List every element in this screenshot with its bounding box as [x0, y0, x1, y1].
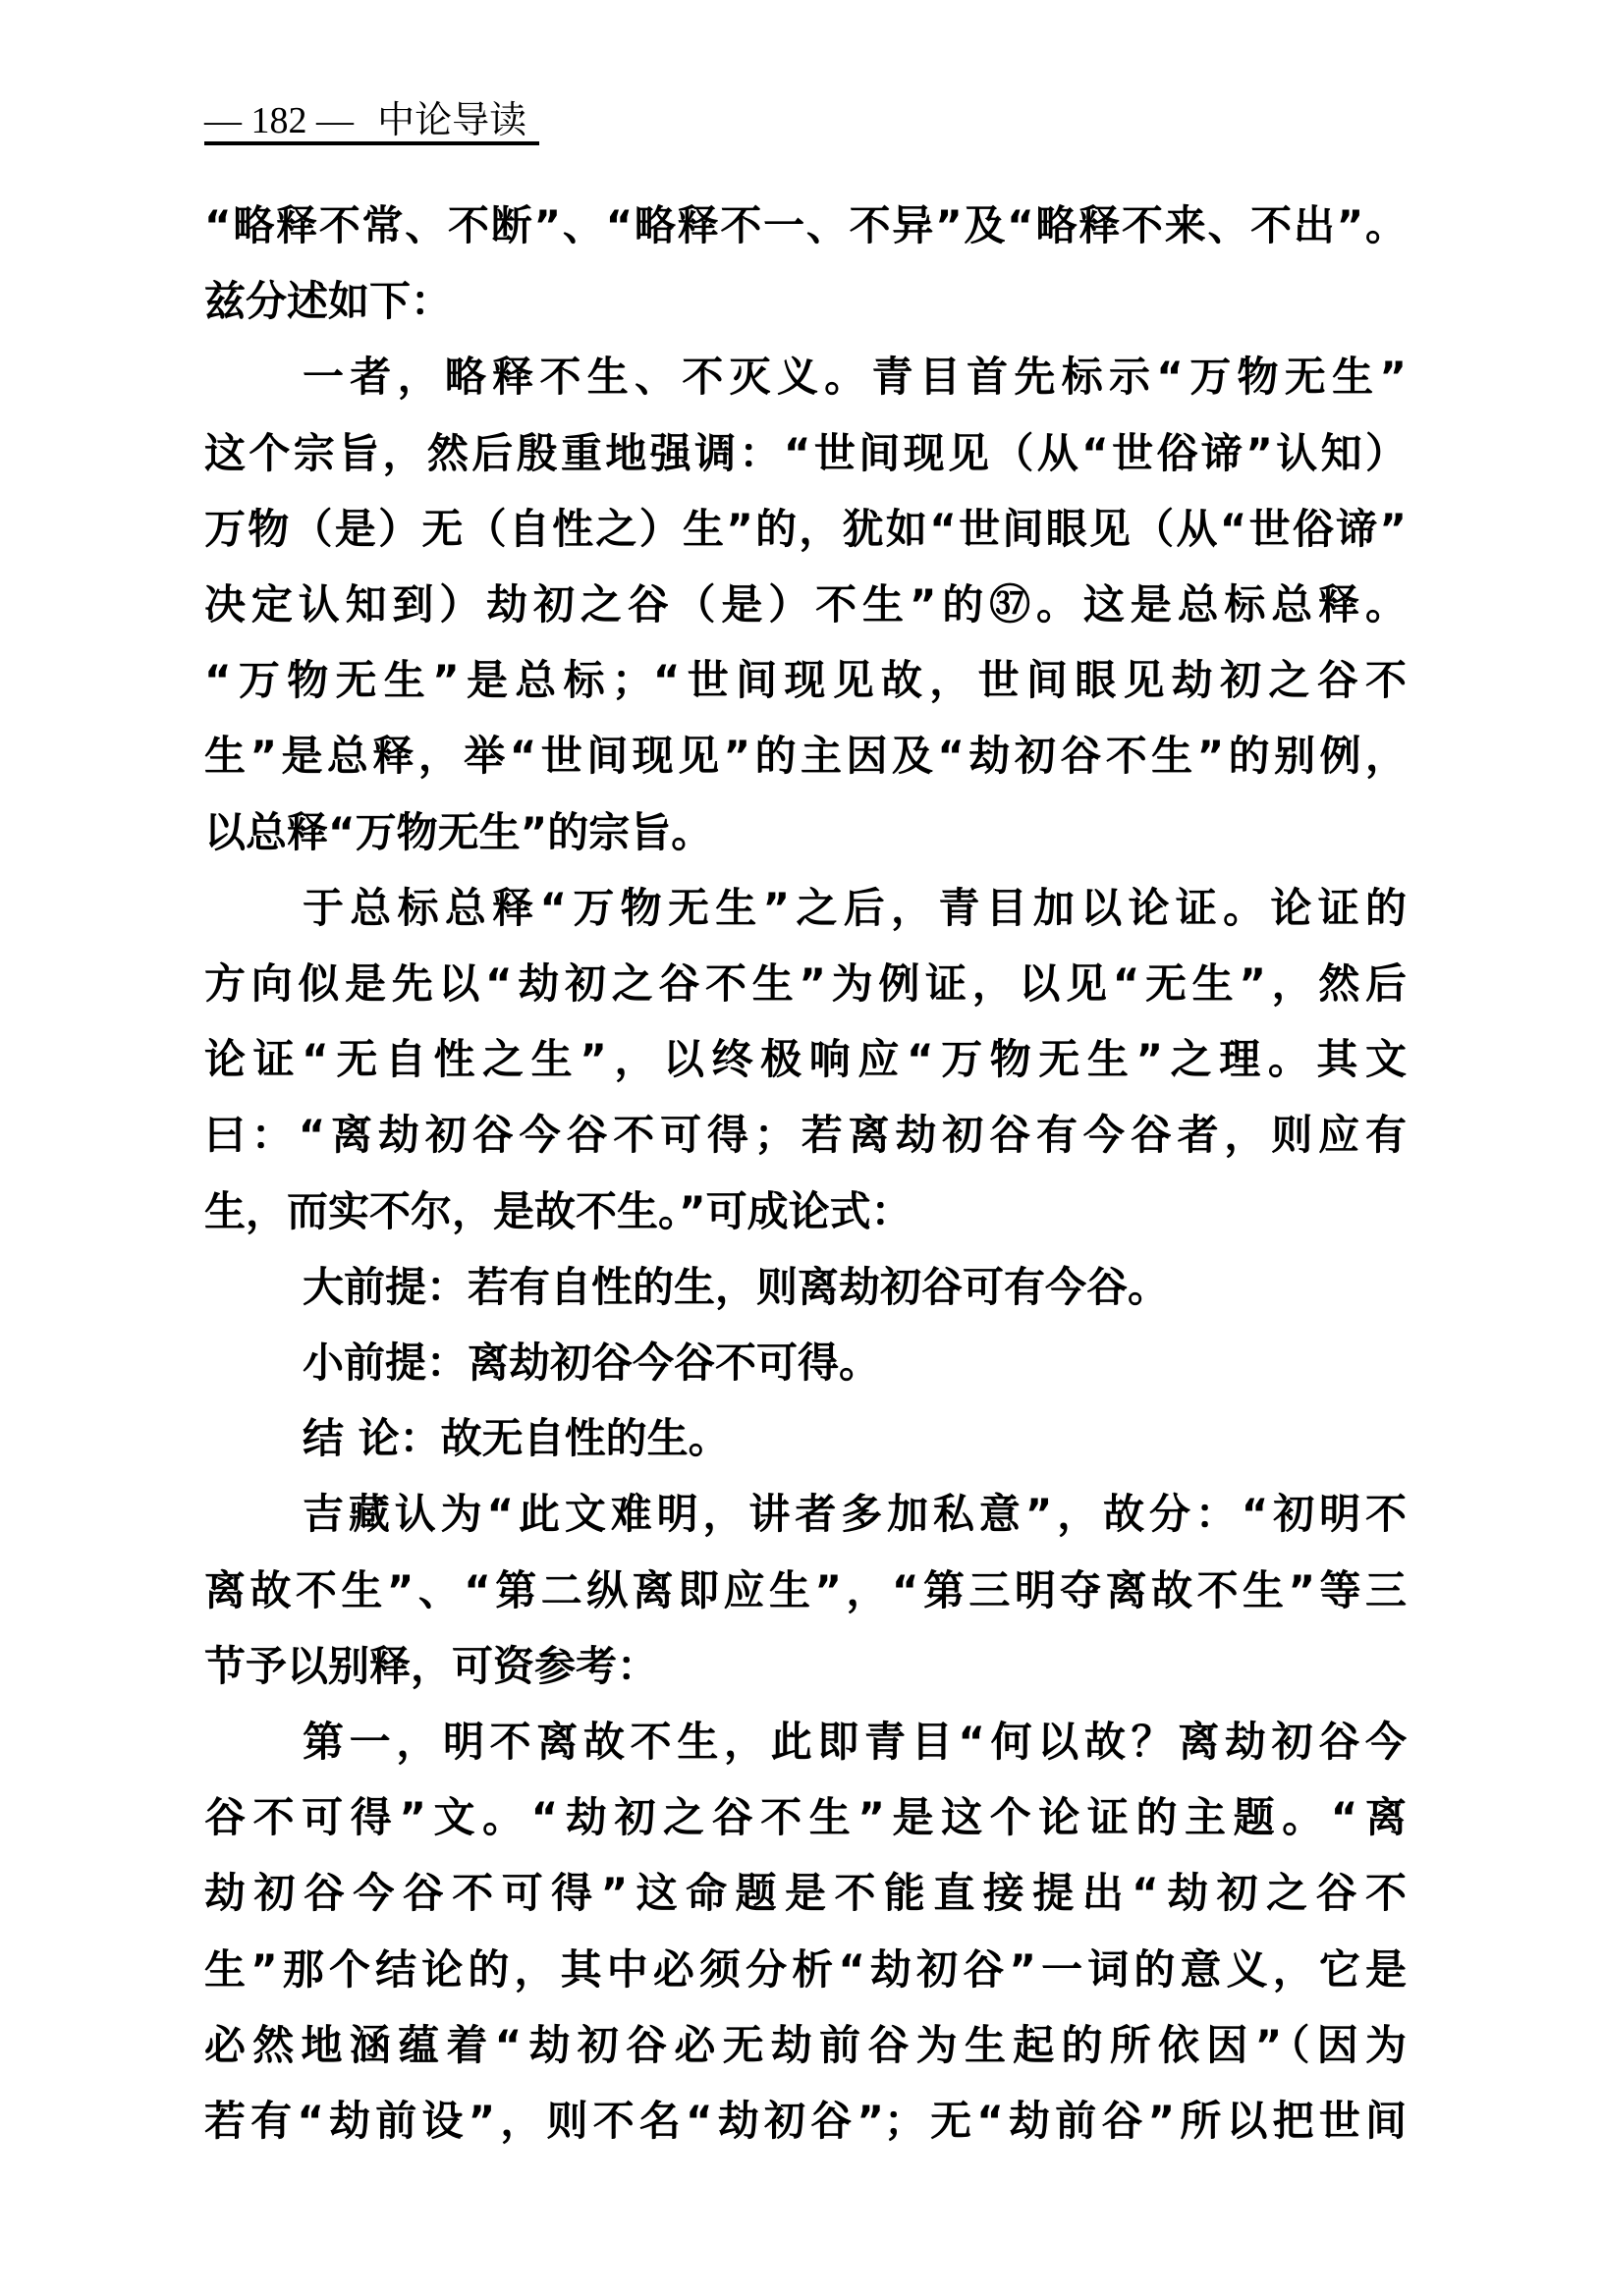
- text-line: 决定认知到）劫初之谷（是）不生”的㊲。这是总标总释。: [204, 580, 1407, 629]
- text-line: 万物（是）无（自性之）生”的，犹如“世间眼见（从“世俗谛”: [204, 504, 1407, 553]
- text-line: 谷不可得”文。“劫初之谷不生”是这个论证的主题。“离: [204, 1793, 1407, 1842]
- text-line: 兹分述如下：: [204, 277, 453, 326]
- page-number: — 182 —: [204, 100, 354, 141]
- text-line: 方向似是先以“劫初之谷不生”为例证，以见“无生”，然后: [204, 959, 1407, 1008]
- text-line: 这个宗旨，然后殷重地强调：“世间现见（从“世俗谛”认知）: [204, 428, 1407, 477]
- text-line: 生”那个结论的，其中必须分析“劫初谷”一词的意义，它是: [204, 1944, 1407, 1994]
- text-line: 以总释“万物无生”的宗旨。: [204, 807, 713, 856]
- text-line: 节予以别释，可资参考：: [204, 1641, 659, 1690]
- text-line: 生，而实不尔，是故不生。”可成论式：: [204, 1186, 912, 1235]
- text-line: “略释不常、不断”、“略释不一、不异”及“略释不来、不出”。: [204, 201, 1407, 249]
- text-line: 生”是总释，举“世间现见”的主因及“劫初谷不生”的别例，: [204, 732, 1407, 781]
- text-line: 离故不生”、“第二纵离即应生”，“第三明夺离故不生”等三: [204, 1565, 1407, 1614]
- text-line: 结 论：故无自性的生。: [303, 1414, 730, 1463]
- text-line: 一者，略释不生、不灭义。青目首先标示“万物无生”: [303, 353, 1407, 402]
- text-line: 于总标总释“万物无生”之后，青目加以论证。论证的: [303, 883, 1407, 932]
- text-line: 若有“劫前设”，则不名“劫初谷”；无“劫前谷”所以把世间: [204, 2097, 1407, 2145]
- text-line: “万物无生”是总标；“世间现见故，世间眼见劫初之谷不: [204, 656, 1407, 705]
- text-line: 第一，明不离故不生，此即青目“何以故？离劫初谷今: [303, 1718, 1407, 1766]
- text-line: 小前提：离劫初谷今谷不可得。: [303, 1339, 881, 1387]
- running-header: [204, 98, 539, 145]
- text-line: 大前提：若有自性的生，则离劫初谷可有今谷。: [303, 1262, 1170, 1311]
- book-title: 中论导读: [377, 98, 527, 141]
- text-line: 论证“无自性之生”，以终极响应“万物无生”之理。其文: [204, 1035, 1407, 1084]
- text-line: 必然地涵蕴着“劫初谷必无劫前谷为生起的所依因”（因为: [204, 2020, 1407, 2069]
- text-line: 吉藏认为“此文难明，讲者多加私意”，故分：“初明不: [303, 1490, 1407, 1539]
- text-line: 曰：“离劫初谷今谷不可得；若离劫初谷有今谷者，则应有: [204, 1111, 1407, 1160]
- text-line: 劫初谷今谷不可得”这命题是不能直接提出“劫初之谷不: [204, 1869, 1407, 1918]
